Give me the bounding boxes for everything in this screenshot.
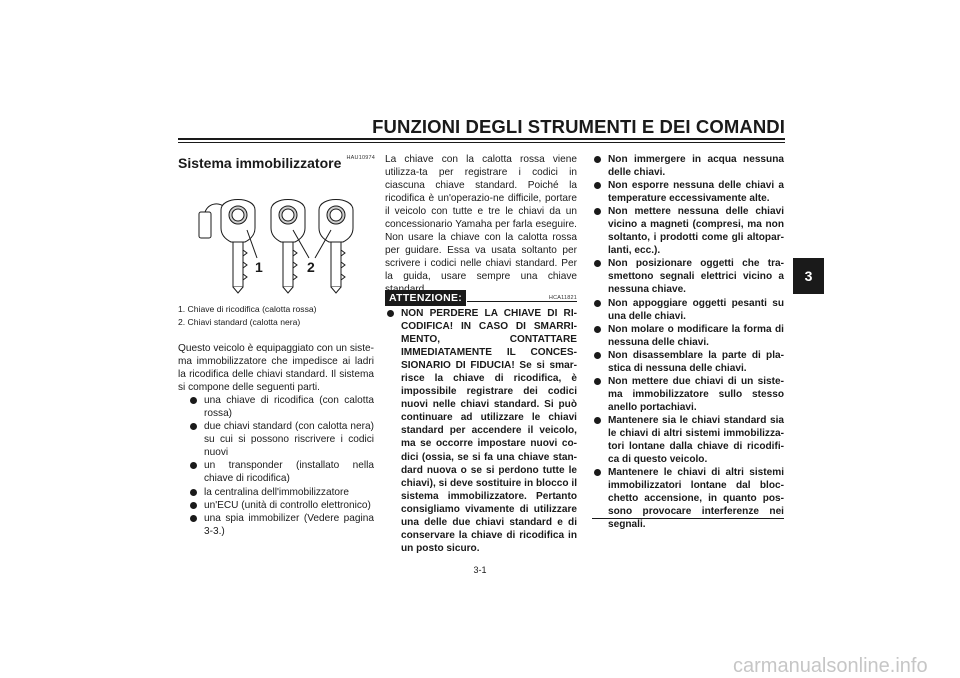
warning-rule bbox=[467, 301, 577, 302]
figure-label-1: 1 bbox=[255, 259, 263, 275]
list-item-text: una spia immobilizer (Vedere pagina 3-3.) bbox=[204, 512, 374, 537]
warning-label: ATTENZIONE: bbox=[385, 290, 466, 306]
list-item bbox=[188, 459, 374, 485]
column-3-end-rule bbox=[592, 518, 784, 519]
header-rule bbox=[178, 138, 785, 140]
bullet-icon bbox=[594, 156, 601, 163]
bullet-icon bbox=[190, 423, 197, 430]
list-item-text: un'ECU (unità di controllo elettronico) bbox=[204, 499, 371, 511]
list-item bbox=[385, 307, 577, 555]
list-item-text: Mantenere le chiavi di altri sistemi immobilizzatori lontane dal bloc-chetto accensione, in quanto pos-sono provocare interferenze nei segnali. bbox=[608, 467, 784, 531]
key-tag bbox=[199, 212, 211, 238]
list-item-text: Non molare o modificare la forma di nessuna delle chiavi. bbox=[608, 323, 784, 348]
list-item-text: Non mettere due chiavi di un siste-ma immobilizzatore sullo stesso anello portachiavi. bbox=[608, 375, 784, 413]
list-item-text: Non esporre nessuna delle chiavi a temperature eccessivamente alte. bbox=[608, 180, 784, 205]
column-3-list bbox=[592, 153, 784, 531]
list-item-text: un transponder (installato nella chiave di ricodifica) bbox=[204, 460, 374, 485]
list-item bbox=[188, 512, 374, 538]
list-item bbox=[592, 257, 784, 296]
list-item bbox=[592, 466, 784, 531]
page-header-title: FUNZIONI DEGLI STRUMENTI E DEI COMANDI bbox=[372, 116, 785, 137]
bullet-icon bbox=[190, 397, 197, 404]
list-item bbox=[188, 420, 374, 459]
list-item bbox=[188, 499, 374, 512]
list-item bbox=[592, 297, 784, 323]
column-2-paragraph: La chiave con la calotta rossa viene utilizza-ta per registrare i codici in ciascuna chiave standard. Poiché la ricodifica è un'operazio-ne difficile, portare il veicolo con tutte e tre le chiavi da un concessionario Yamaha per farla eseguire. Non usare la chiave con la calotta rossa per guidare. Essa va usata soltanto per scrivere i codici nelle chiavi standard. Per la guida, usare sempre una chiave bbox=[385, 154, 577, 283]
standard-key bbox=[271, 200, 305, 294]
warning-list bbox=[385, 307, 577, 555]
figure-label-2: 2 bbox=[307, 259, 315, 275]
bullet-icon bbox=[190, 502, 197, 509]
list-item-text: NON PERDERE LA CHIAVE DI RI-CODIFICA! IN CASO DI SMARRI-MENTO, CONTATTARE IMMEDIATAMENTE IL CONCES-SIONARIO DI FIDUCIA! Se si smar-risce la chiave di ricodifica, è impossibile registrare dei codici nuovi nelle chiavi standard. Si può continuare ad utilizzare le chiavi standard per accendere il veicolo, ma se occorre impostare nuovi co-dici (ossia, se si fa una chiave stan-dard nuova o se si perdono tutte le chiavi), si deve sostituire in blocco il sistema immobilizzatore. Pertanto consigliamo vivamente di utilizzare una delle due chiavi standard e di conservare la chiave di ricodifica in un posto sicuro. bbox=[401, 308, 577, 554]
bullet-icon bbox=[594, 260, 601, 267]
list-item bbox=[188, 486, 374, 499]
list-item bbox=[592, 323, 784, 349]
list-item bbox=[188, 394, 374, 420]
bullet-icon bbox=[594, 182, 601, 189]
list-item bbox=[592, 153, 784, 179]
list-item-text: Non posizionare oggetti che tra-smettono segnali elettrici vicino a nessuna chiave. bbox=[608, 258, 784, 296]
bullet-icon bbox=[594, 326, 601, 333]
warning-code: HCA11821 bbox=[548, 295, 577, 301]
list-item-text: una chiave di ricodifica (con calotta rossa) bbox=[204, 395, 374, 420]
list-item-text: Non immergere in acqua nessuna delle chiavi. bbox=[608, 154, 784, 179]
figure-caption-1: 1. Chiave di ricodifica (calotta rossa) bbox=[178, 304, 317, 314]
watermark: carmanualsonline.info bbox=[733, 655, 928, 677]
chapter-tab: 3 bbox=[793, 258, 824, 294]
list-item bbox=[592, 375, 784, 414]
list-item bbox=[592, 414, 784, 466]
list-item-text: Non disassemblare la parte di pla-stica di nessuna delle chiavi. bbox=[608, 349, 784, 374]
section-title: Sistema immobilizzatore bbox=[178, 155, 342, 171]
keys-illustration bbox=[195, 190, 365, 295]
bullet-icon bbox=[594, 469, 601, 476]
list-item-text: la centralina dell'immobilizzatore bbox=[204, 486, 349, 498]
header-rule-thin bbox=[178, 142, 785, 143]
page-number: 3-1 bbox=[473, 565, 487, 575]
bullet-icon bbox=[387, 310, 394, 317]
section-code: HAU10974 bbox=[346, 155, 375, 161]
bullet-icon bbox=[594, 378, 601, 385]
figure-caption-2: 2. Chiavi standard (calotta nera) bbox=[178, 317, 301, 327]
list-item-text: Mantenere sia le chiavi standard sia le chiavi di altri sistemi immobilizza-tori lontane dalla chiave di ricodifi-ca di questo veicolo. bbox=[608, 414, 784, 466]
bullet-icon bbox=[594, 417, 601, 424]
components-list bbox=[178, 394, 374, 538]
bullet-icon bbox=[594, 208, 601, 215]
intro-paragraph: Questo veicolo è equipaggiato con un siste-ma immobilizzatore che impedisce ai ladri la ricodifica delle chiavi standard. Il sistema si compone delle seguenti parti. bbox=[178, 343, 374, 394]
bullet-icon bbox=[190, 489, 197, 496]
list-item-text: due chiavi standard (con calotta nera) su cui si possono riscrivere i codici nuovi bbox=[204, 421, 374, 459]
list-item bbox=[592, 205, 784, 257]
standard-key bbox=[319, 200, 353, 294]
list-item bbox=[592, 349, 784, 375]
list-item-text: Non mettere nessuna delle chiavi vicino a magneti (compresi, ma non soltanto, i prodotti come gli altopar-lanti, ecc.). bbox=[608, 206, 784, 257]
bullet-icon bbox=[190, 515, 197, 522]
list-item-text: Non appoggiare oggetti pesanti su una delle chiavi. bbox=[608, 297, 784, 322]
recoding-key bbox=[221, 200, 255, 294]
list-item bbox=[592, 179, 784, 205]
bullet-icon bbox=[594, 300, 601, 307]
column-1 bbox=[178, 342, 374, 538]
bullet-icon bbox=[594, 352, 601, 359]
warning-header bbox=[385, 288, 577, 306]
bullet-icon bbox=[190, 462, 197, 469]
